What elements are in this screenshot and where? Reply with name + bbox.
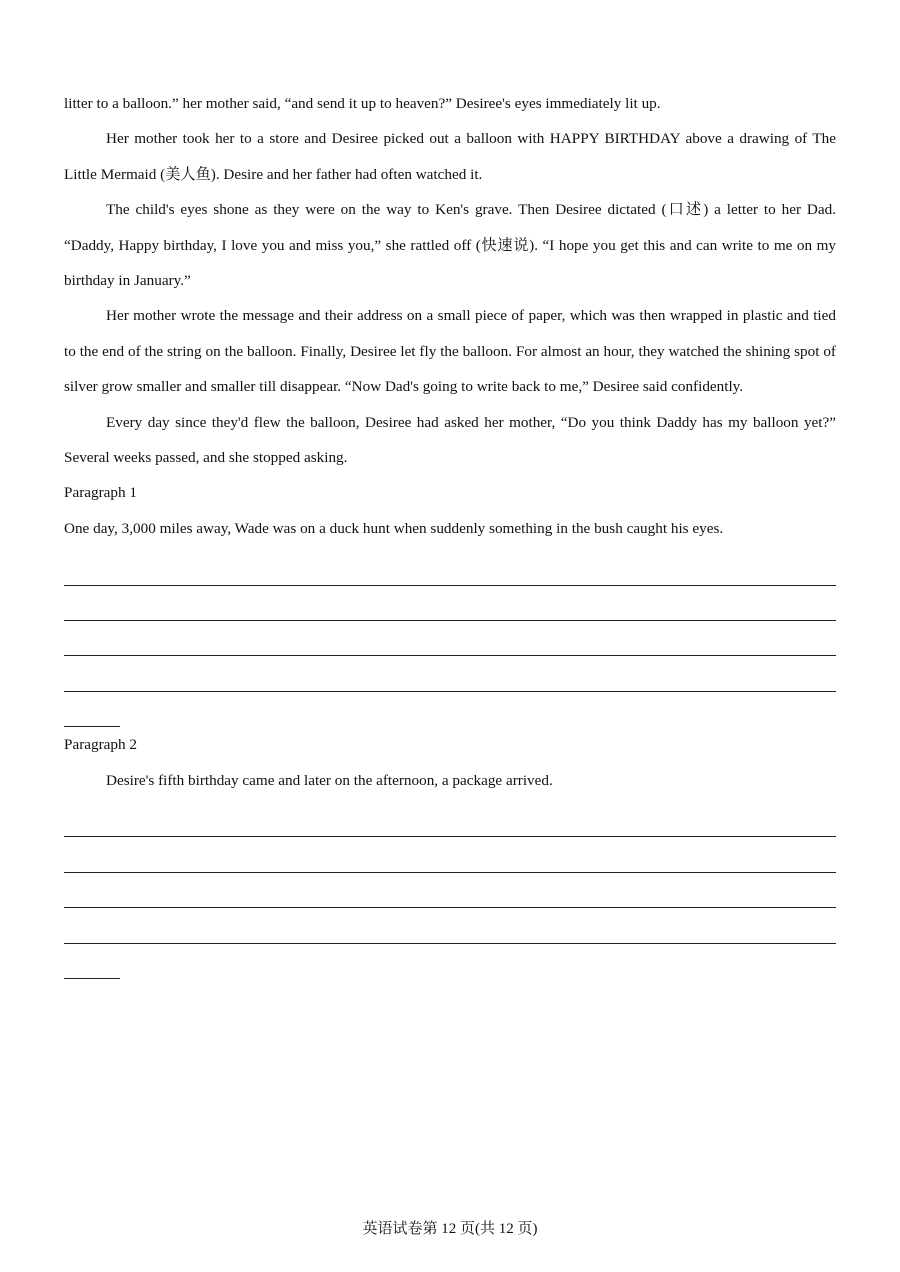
page-content	[64, 86, 836, 979]
answer-line[interactable]	[64, 550, 836, 585]
answer-line[interactable]	[64, 873, 836, 908]
answer-line-short[interactable]	[64, 944, 120, 979]
answer-line[interactable]	[64, 908, 836, 943]
paragraph-1-answer-area[interactable]	[64, 550, 836, 727]
passage-paragraph-5: Every day since they'd flew the balloon, Desiree had asked her mother, “Do you think Daddy has my balloon yet?” Several weeks passed, and she stopped asking.	[64, 413, 836, 467]
answer-line[interactable]	[64, 586, 836, 621]
passage-paragraph-3: The child's eyes shone as they were on the way to Ken's grave. Then Desiree dictated (口述) a letter to her Dad. “Daddy, Happy birthday, I love you and miss you,” she rattled off (快速说). “I hope you get this and can write to me on my birthday in January.”	[64, 201, 836, 290]
answer-line[interactable]	[64, 837, 836, 872]
passage-paragraph-1: litter to a balloon.” her mother said, “and send it up to heaven?” Desiree's eyes immediately lit up.	[64, 95, 661, 112]
paragraph-2-prompt: Desire's fifth birthday came and later on the afternoon, a package arrived.	[106, 771, 553, 789]
paragraph-2-label: Paragraph 2	[64, 736, 137, 754]
page-footer: 英语试卷第 12 页(共 12 页)	[362, 1221, 538, 1237]
paragraph-1-prompt: One day, 3,000 miles away, Wade was on a duck hunt when suddenly something in the bush caught his eyes.	[64, 519, 724, 537]
answer-line-short[interactable]	[64, 692, 120, 727]
answer-line[interactable]	[64, 656, 836, 691]
paragraph-2-answer-area[interactable]	[64, 802, 836, 979]
answer-line[interactable]	[64, 621, 836, 656]
passage-paragraph-4: Her mother wrote the message and their address on a small piece of paper, which was then wrapped in plastic and tied to the end of the string on the balloon. Finally, Desiree let fly the balloon. For almost an hour, they watched the shining spot of silver grow smaller and smaller till disappear. “Now Dad's going to write back to me,” Desiree said confidently.	[64, 307, 836, 396]
paragraph-1-label: Paragraph 1	[64, 484, 137, 502]
answer-line[interactable]	[64, 802, 836, 837]
passage-paragraph-2: Her mother took her to a store and Desiree picked out a balloon with HAPPY BIRTHDAY above a drawing of The Little Mermaid (美人鱼). Desire and her father had often watched it.	[64, 130, 836, 183]
